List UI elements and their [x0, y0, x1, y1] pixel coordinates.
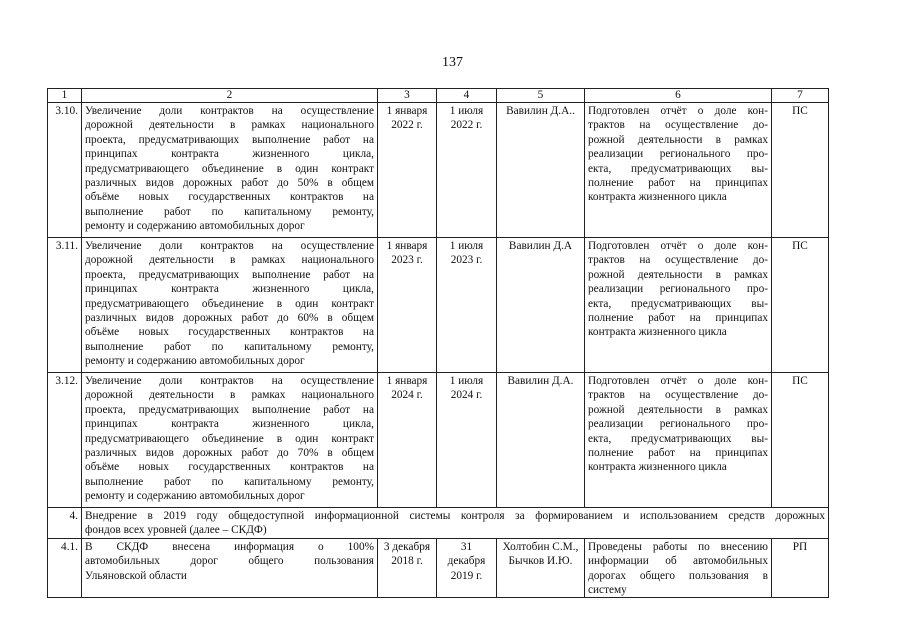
description-line: объёме новых государственных контрактов на [85, 461, 374, 474]
section-title [82, 508, 829, 539]
description-line: принципах контракта жизненного цикла, [85, 148, 374, 161]
result-line: реализации регионального про- [588, 148, 768, 161]
description-line: предусматривающего объединение в один контракт [85, 432, 374, 445]
table-row [48, 103, 829, 238]
header-cell: 3 [378, 89, 437, 103]
start-date-line: 2022 г. [391, 119, 423, 132]
row-description [82, 373, 378, 508]
description-line: проекта, предусматривающих выполнение работ на [85, 268, 374, 281]
result-line: Проведены работы по внесению [588, 540, 768, 553]
row-description [82, 538, 378, 598]
end-date-line: 1 июля [449, 105, 484, 117]
description-line: принципах контракта жизненного цикла, [85, 283, 374, 296]
section-number: 4. [48, 508, 82, 539]
description-line: дорожной деятельности в рамках национального [85, 389, 374, 402]
result-line: полнение работ на принципах [588, 447, 768, 460]
description-line: выполнение работ по капитальному ремонту, [85, 205, 374, 218]
description-line: проекта, предусматривающих выполнение работ на [85, 403, 374, 416]
result-line: контракта жизненного цикла [588, 326, 727, 339]
responsible [497, 538, 585, 598]
table-row [48, 238, 829, 373]
result-line: екта, предусматривающих вы- [588, 432, 768, 445]
result-line: Подготовлен отчёт о доле кон- [588, 240, 768, 252]
description-line: предусматривающего объединение в один контракт [85, 162, 374, 175]
responsible-line: Холтобин С.М., [502, 540, 579, 553]
row-number: 4.1. [48, 538, 82, 598]
description-line: различных видов дорожных работ до 50% в общем [85, 177, 374, 190]
description-line: выполнение работ по капитальному ремонту, [85, 475, 374, 488]
responsible [497, 373, 585, 508]
start-date-line: 1 января [386, 105, 428, 117]
description-line: объёме новых государственных контрактов на [85, 326, 374, 339]
start-date-line: 1 января [386, 375, 428, 387]
result [585, 373, 772, 508]
result-line: дорогах общего пользования в [588, 569, 768, 582]
table-row [48, 373, 829, 508]
description-line: предусматривающего объединение в один контракт [85, 297, 374, 310]
row-number: 3.10. [48, 103, 82, 238]
result-line: контракта жизненного цикла [588, 191, 727, 204]
plan-table [47, 88, 829, 598]
end-date-line: 2023 г. [450, 254, 483, 267]
start-date [378, 103, 437, 238]
code: РП [772, 538, 829, 598]
end-date [437, 103, 497, 238]
result-line: систему [588, 584, 627, 597]
description-line: принципах контракта жизненного цикла, [85, 418, 374, 431]
description-line: ремонту и содержанию автомобильных дорог [85, 490, 305, 503]
description-line: объёме новых государственных контрактов на [85, 191, 374, 204]
responsible [497, 103, 585, 238]
header-cell: 2 [82, 89, 378, 103]
result-line: полнение работ на принципах [588, 177, 768, 190]
description-line: Увеличение доли контрактов на осуществление [85, 240, 374, 252]
result [585, 538, 772, 598]
description-line: Ульяновской области [85, 569, 187, 582]
description-line: Увеличение доли контрактов на осуществление [85, 375, 374, 387]
result-line: трактов на осуществление до- [588, 254, 768, 267]
description-line: различных видов дорожных работ до 60% в общем [85, 312, 374, 325]
row-description [82, 238, 378, 373]
end-date-line: 2019 г. [450, 569, 483, 582]
description-line: ремонту и содержанию автомобильных дорог [85, 220, 305, 233]
end-date [437, 373, 497, 508]
row-number: 3.12. [48, 373, 82, 508]
start-date-line: 3 декабря [383, 540, 431, 553]
page-number: 137 [442, 55, 463, 70]
start-date-line: 1 января [386, 240, 428, 252]
end-date-line: 2024 г. [450, 389, 483, 402]
responsible-line: Бычков И.Ю. [508, 555, 573, 568]
description-line: ремонту и содержанию автомобильных дорог [85, 355, 305, 368]
result-line: полнение работ на принципах [588, 312, 768, 325]
end-date-line: 31 [460, 540, 473, 553]
start-date [378, 538, 437, 598]
description-line: выполнение работ по капитальному ремонту, [85, 340, 374, 353]
result-line: екта, предусматривающих вы- [588, 297, 768, 310]
header-cell: 1 [48, 89, 82, 103]
end-date [437, 538, 497, 598]
table-header-row [48, 89, 829, 103]
result [585, 103, 772, 238]
end-date-line: 2022 г. [450, 119, 483, 132]
description-line: дорожной деятельности в рамках национального [85, 254, 374, 267]
description-line: различных видов дорожных работ до 70% в общем [85, 447, 374, 460]
end-date [437, 238, 497, 373]
result-line: информации об автомобильных [588, 555, 768, 568]
code: ПС [772, 373, 829, 508]
header-cell: 6 [585, 89, 772, 103]
section-row [48, 508, 829, 539]
description-line: дорожной деятельности в рамках национального [85, 119, 374, 132]
result-line: реализации регионального про- [588, 283, 768, 296]
responsible [497, 238, 585, 373]
result-line: контракта жизненного цикла [588, 461, 727, 474]
result-line: екта, предусматривающих вы- [588, 162, 768, 175]
result-line: трактов на осуществление до- [588, 119, 768, 132]
header-cell: 5 [497, 89, 585, 103]
description-line: проекта, предусматривающих выполнение работ на [85, 133, 374, 146]
header-cell: 7 [772, 89, 829, 103]
description-line: автомобильных дорог общего пользования [85, 555, 374, 568]
result-line: Подготовлен отчёт о доле кон- [588, 375, 768, 387]
section-title-line: Внедрение в 2019 году общедоступной информационной системы контроля за формированием и использованием средств дорожных [85, 510, 825, 522]
responsible-line: Вавилин Д.А.. [506, 105, 575, 117]
result-line: рожной деятельности в рамках [588, 268, 768, 281]
row-description [82, 103, 378, 238]
start-date [378, 373, 437, 508]
end-date-line: 1 июля [449, 375, 484, 387]
end-date-line: 1 июля [449, 240, 484, 252]
responsible-line: Вавилин Д.А [508, 240, 573, 252]
table-row [48, 538, 829, 598]
code: ПС [772, 238, 829, 373]
result-line: рожной деятельности в рамках [588, 133, 768, 146]
start-date-line: 2018 г. [391, 555, 423, 568]
start-date [378, 238, 437, 373]
result-line: Подготовлен отчёт о доле кон- [588, 105, 768, 117]
start-date-line: 2023 г. [391, 254, 423, 267]
row-number: 3.11. [48, 238, 82, 373]
start-date-line: 2024 г. [391, 389, 423, 402]
code: ПС [772, 103, 829, 238]
result-line: трактов на осуществление до- [588, 389, 768, 402]
end-date-line: декабря [447, 555, 486, 568]
description-line: Увеличение доли контрактов на осуществление [85, 105, 374, 117]
result [585, 238, 772, 373]
header-cell: 4 [437, 89, 497, 103]
result-line: рожной деятельности в рамках [588, 403, 768, 416]
responsible-line: Вавилин Д.А. [507, 375, 574, 387]
section-title-line: фондов всех уровней (далее – СКДФ) [85, 524, 267, 537]
result-line: реализации регионального про- [588, 418, 768, 431]
description-line: В СКДФ внесена информация о 100% [85, 540, 374, 553]
